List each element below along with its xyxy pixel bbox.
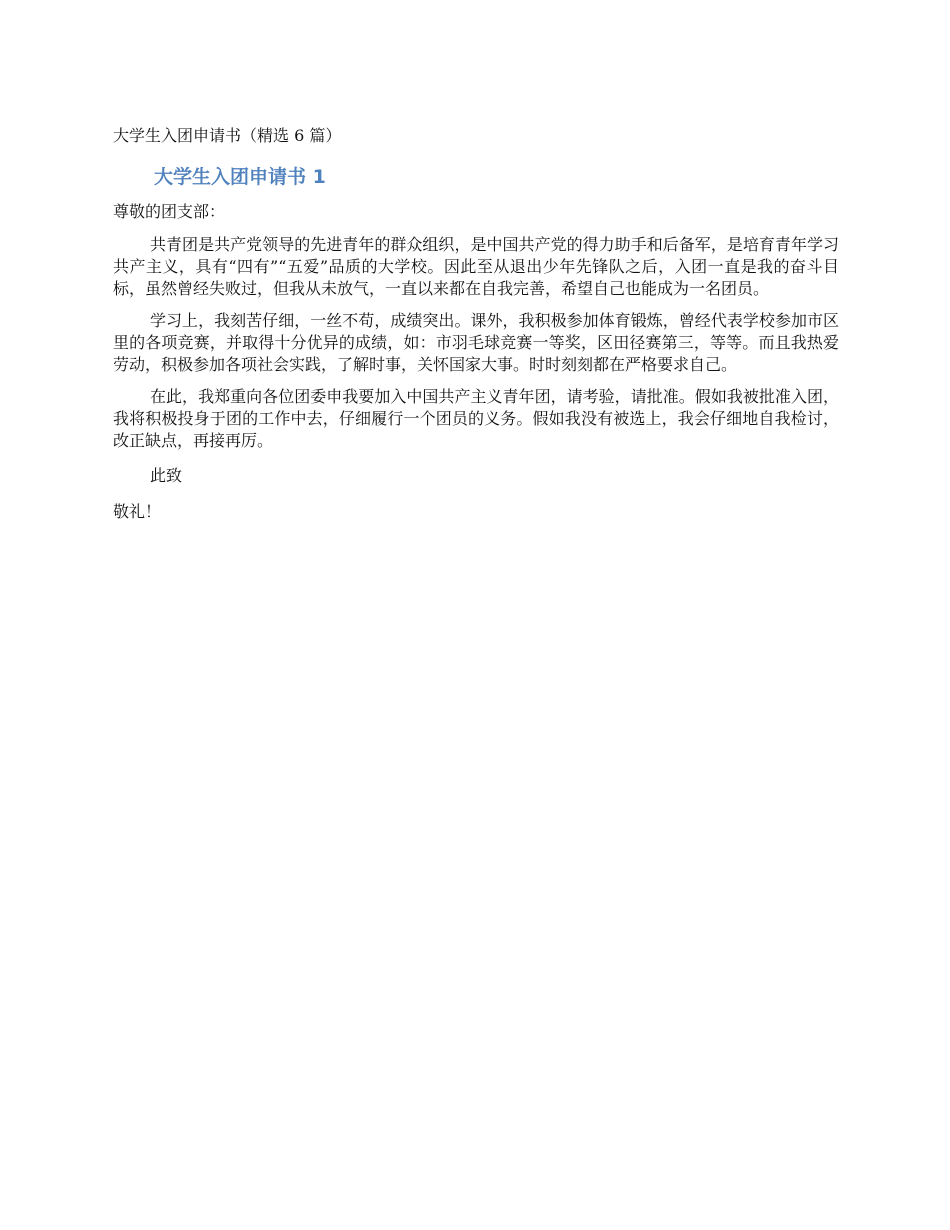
body-paragraph: 在此，我郑重向各位团委申我要加入中国共产主义青年团，请考验，请批准。假如我被批准入团，我将积极投身于团的工作中去，仔细履行一个团员的义务。假如我没有被选上，我会仔细地自我检讨，改正缺点，再接再厉。 (113, 387, 839, 450)
salutation: 尊敬的团支部： (113, 202, 226, 221)
body-paragraph: 学习上，我刻苦仔细，一丝不苟，成绩突出。课外，我积极参加体育锻炼，曾经代表学校参加市区里的各项竞赛，并取得十分优异的成绩，如：市羽毛球竞赛一等奖，区田径赛第三，等等。而且我热爱劳动，积极参加各项社会实践，了解时事，关怀国家大事。时时刻刻都在严格要求自己。 (113, 311, 839, 374)
body-paragraph: 共青团是共产党领导的先进青年的群众组织，是中国共产党的得力助手和后备军，是培育青年学习共产主义，具有“四有”“五爱”品质的大学校。因此至从退出少年先锋队之后，入团一直是我的奋斗目标，虽然曾经失败过，但我从未放气，一直以来都在自我完善，希望自己也能成为一名团员。 (113, 235, 839, 298)
regards-line: 敬礼！ (113, 502, 162, 521)
document-title: 大学生入团申请书（精选 6 篇） (113, 126, 342, 145)
document-body (113, 124, 839, 524)
closing-line: 此致 (150, 466, 183, 485)
section-heading: 大学生入团申请书 1 (154, 166, 326, 188)
